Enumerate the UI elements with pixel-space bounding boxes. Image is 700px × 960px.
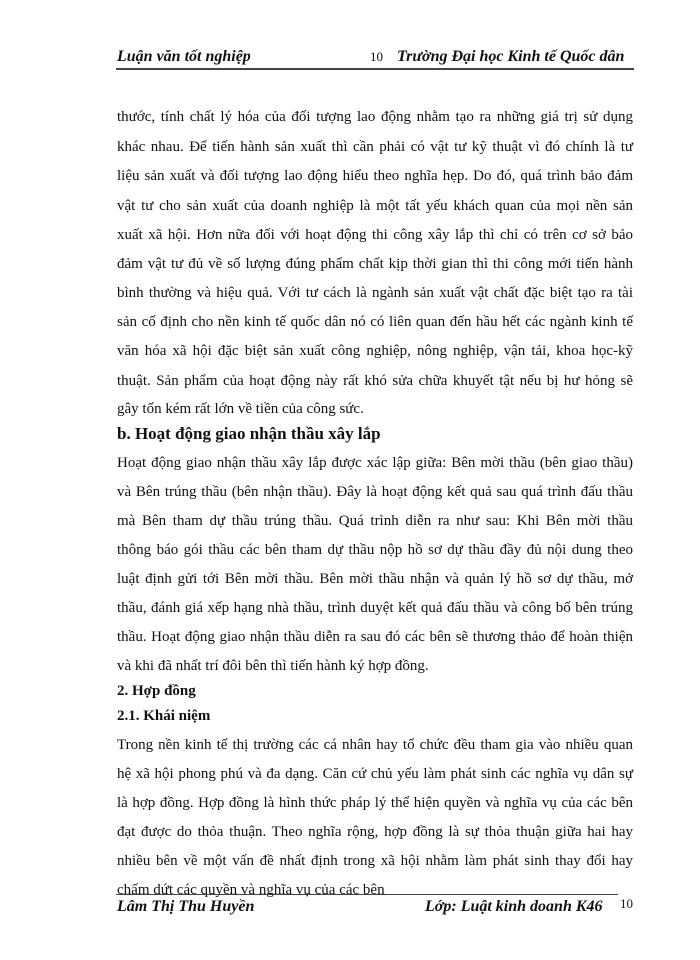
footer-page-number: 10 — [620, 896, 633, 911]
text-line: chấm dứt các quyền và nghĩa vụ của các bên — [117, 882, 385, 898]
section-heading: b. Hoạt động giao nhận thầu xây lắp — [117, 424, 381, 443]
header-page-number: 10 — [370, 49, 383, 64]
footer-class: Lớp: Luật kinh doanh K46 — [425, 898, 603, 915]
footer-rule — [116, 894, 618, 895]
text-line: luật định gửi tới Bên mời thầu. Bên mời thầu nhận và quản lý hồ sơ dự thầu, mở — [117, 571, 633, 587]
text-line: hệ xã hội phong phú và đa dạng. Căn cứ chủ yếu làm phát sinh các nghĩa vụ dân sự — [117, 766, 633, 782]
header-thesis-label: Luận văn tốt nghiệp — [117, 48, 251, 65]
text-line: bình thường và hiệu quả. Với tư cách là ngành sản xuất vật chất đặc biệt tạo ra tài — [117, 285, 633, 301]
section-heading: 2.1. Khái niệm — [117, 708, 211, 724]
text-line: thước, tính chất lý hóa của đối tượng lao động nhằm tạo ra những giá trị sử dụng — [117, 109, 633, 125]
text-line: thuật. Sản phẩm của hoạt động này rất khó sửa chữa khuyết tật nếu bị hư hỏng sẽ — [117, 373, 633, 389]
text-line: khác nhau. Để tiến hành sản xuất thì cần phải có vật tư kỹ thuật vì đó chính là tư — [117, 139, 633, 155]
text-line: thầu. Hoạt động giao nhận thầu diễn ra sau đó các bên sẽ thương thảo để hoàn thiện — [117, 629, 633, 645]
text-line: xuất xã hội. Hơn nữa đối với hoạt động thi công xây lắp thì chỉ có trên cơ sở bảo — [117, 227, 633, 243]
text-line: Trong nền kinh tế thị trường các cá nhân hay tổ chức đều tham gia vào nhiều quan — [117, 737, 633, 753]
text-line: và khi đã nhất trí đôi bên thì tiến hành ký hợp đồng. — [117, 658, 429, 674]
text-line: sản cố định cho nền kinh tế quốc dân nó có liên quan đến hầu hết các ngành kinh tế — [117, 314, 633, 330]
header-university: Trường Đại học Kinh tế Quốc dân — [397, 48, 625, 65]
text-line: nhiều bên về một vấn đề nhất định trong xã hội nhằm làm phát sinh thay đổi hay — [117, 853, 633, 869]
text-line: văn hóa xã hội đặc biệt sản xuất công nghiệp, nông nghiệp, vận tải, khoa học-kỹ — [117, 343, 633, 359]
text-line: gây tốn kém rất lớn về tiền của công sức. — [117, 401, 364, 417]
text-line: thông báo gói thầu các bên tham dự thầu nộp hồ sơ dự thầu đầy đủ nội dung theo — [117, 542, 633, 558]
text-line: liệu sản xuất và đối tượng lao động hiểu theo nghĩa hẹp. Do đó, quá trình bảo đảm — [117, 168, 633, 184]
text-line: đạt được do thỏa thuận. Theo nghĩa rộng, hợp đồng là sự thỏa thuận giữa hai hay — [117, 824, 633, 840]
text-line: là hợp đồng. Hợp đồng là hình thức pháp lý thể hiện quyền và nghĩa vụ của các bên — [117, 795, 633, 811]
section-heading: 2. Hợp đồng — [117, 683, 196, 699]
text-line: và Bên trúng thầu (bên nhận thầu). Đây là hoạt động kết quả sau quá trình đấu thầu — [117, 484, 633, 500]
header-rule — [116, 68, 634, 70]
text-line: vật tư cho sản xuất của doanh nghiệp là một tất yếu khách quan của mọi nền sản — [117, 198, 633, 214]
text-line: mà Bên tham dự thầu trúng thầu. Quá trình diễn ra như sau: Khi Bên mời thầu — [117, 513, 633, 529]
footer-author: Lâm Thị Thu Huyền — [117, 898, 255, 915]
text-line: Hoạt động giao nhận thầu xây lắp được xác lập giữa: Bên mời thầu (bên giao thầu) — [117, 455, 633, 471]
text-line: đảm vật tư đủ về số lượng đúng phẩm chất kịp thời gian thì thi công mới tiến hành — [117, 256, 633, 272]
text-line: thầu, đánh giá xếp hạng nhà thầu, trình duyệt kết quả đấu thầu và công bố bên trúng — [117, 600, 633, 616]
